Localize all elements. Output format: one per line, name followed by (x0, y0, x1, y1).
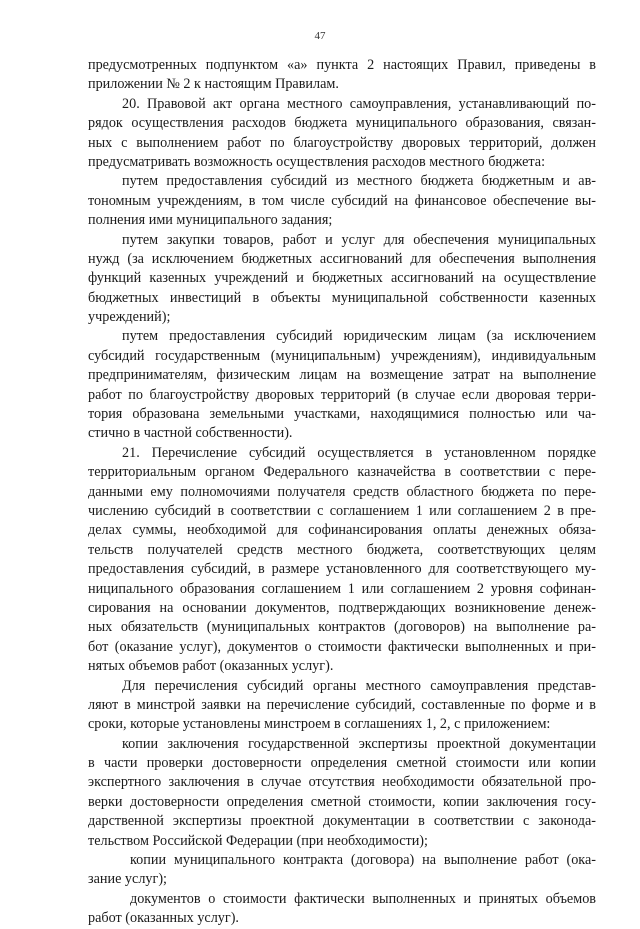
text-line: сирования на основании документов, подтверждающих возникновение денеж- (88, 599, 596, 616)
text-line: предпринимателям, физическим лицам на возмещение затрат на выполнение (88, 367, 596, 384)
text-line: нятых объемов работ (оказанных услуг). (88, 658, 334, 675)
text-line: зание услуг); (88, 871, 167, 888)
text-line: предоставления субсидий, в размере установленного для соответствующего му- (88, 561, 596, 578)
page-number: 47 (314, 30, 326, 42)
text-line: делах суммы, необходимой для софинансирования оплаты денежных обяза- (88, 522, 596, 539)
text-line: бюджетных инвестиций в объекты муниципальной собственности казенных (88, 289, 596, 306)
text-line: экспертного заключения в случае отсутствия необходимости обязательной про- (88, 774, 596, 791)
text-line: тория образована земельными участками, находящимися полностью или ча- (88, 406, 596, 423)
text-line: ных обязательств (муниципальных контрактов (договоров) на выполнение ра- (88, 619, 596, 636)
text-line: сроки, которые установлены минстроем в соглашениях 1, 2, с приложением: (88, 716, 551, 733)
text-line: 21. Перечисление субсидий осуществляется в установленном порядке (122, 444, 596, 461)
text-line: путем предоставления субсидий из местного бюджета бюджетным и ав- (122, 173, 596, 190)
text-line: путем закупки товаров, работ и услуг для обеспечения муниципальных (122, 231, 596, 248)
text-line: ных с выполнением работ по благоустройству дворовых территорий, должен (88, 134, 596, 151)
text-line: субсидий государственным (муниципальным) учреждениям), индивидуальным (88, 347, 596, 364)
text-line: копии муниципального контракта (договора) на выполнение работ (ока- (130, 852, 596, 869)
text-line: работ по благоустройству дворовых территорий (в случае если дворовая терри- (88, 386, 596, 403)
text-line: функций казенных учреждений и бюджетных ассигнований на осуществление (88, 270, 596, 287)
text-line: верки достоверности определения сметной стоимости, копии заключения госу- (88, 793, 596, 810)
text-line: 20. Правовой акт органа местного самоуправления, устанавливающий по- (122, 95, 596, 112)
text-line: Для перечисления субсидий органы местного самоуправления представ- (122, 677, 596, 694)
text-line: приложении № 2 к настоящим Правилам. (88, 76, 339, 93)
text-line: территориальным органом Федерального казначейства в соответствии с пере- (88, 464, 596, 481)
text-line: документов о стоимости фактически выполненных и принятых объемов (130, 890, 596, 907)
text-line: предусматривать возможность осуществления расходов местного бюджета: (88, 153, 546, 170)
text-line: данными ему полномочиями получателя средств областного бюджета по пере- (88, 483, 596, 500)
text-line: в части проверки достоверности определения сметной стоимости или копии (88, 755, 596, 772)
text-line: ниципального образования соглашением 1 или соглашением 2 уровня софинан- (88, 580, 596, 597)
text-line: копии заключения государственной экспертизы проектной документации (122, 735, 596, 752)
document-body (88, 56, 596, 929)
text-line: путем предоставления субсидий юридическим лицам (за исключением (122, 328, 596, 345)
text-line: числению субсидий в соответствии с соглашением 1 или соглашением 2 в пре- (88, 502, 596, 519)
text-line: работ (оказанных услуг). (88, 910, 239, 927)
text-line: ляют в минстрой заявки на перечисление субсидий, составленные по форме и в (88, 696, 596, 713)
text-line: предусмотренных подпунктом «а» пункта 2 настоящих Правил, приведены в (88, 57, 596, 73)
text-line: стично в частной собственности). (88, 425, 293, 442)
text-line: тельств получателей средств местного бюджета, соответствующих целям (88, 541, 596, 558)
text-line: тономным учреждениям, в том числе субсидий на финансовое обеспечение вы- (88, 192, 596, 209)
text-line: дарственной экспертизы проектной документации в соответствии с законода- (88, 813, 596, 830)
text-line: нужд (за исключением бюджетных ассигнований для обеспечения выполнения (88, 250, 596, 267)
text-line: тельством Российской Федерации (при необходимости); (88, 832, 428, 849)
text-line: полнения ими муниципального задания; (88, 212, 333, 229)
text-line: бот (оказание услуг), документов о стоимости фактически выполненных и при- (88, 638, 596, 655)
text-line: учреждений); (88, 309, 171, 326)
text-line: рядок осуществления расходов бюджета муниципального образования, связан- (88, 115, 596, 132)
